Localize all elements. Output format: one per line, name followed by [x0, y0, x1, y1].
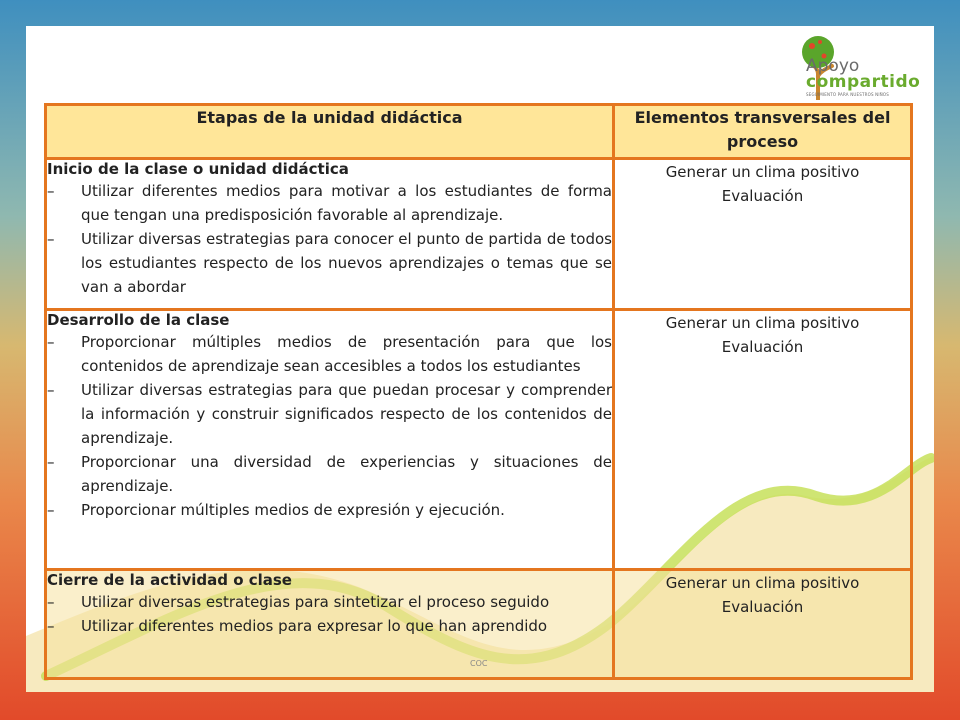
transversal-item: Evaluación: [721, 187, 804, 205]
list-item: – Proporcionar múltiples medios de presentación para que los contenidos de aprendizaje sean accesibles a todos los estudiantes: [47, 333, 612, 375]
transversal-item: Generar un clima positivo: [665, 163, 860, 181]
list-item: – Utilizar diferentes medios para motivar a los estudiantes de forma que tengan una predisposición favorable al aprendizaje.: [47, 182, 612, 224]
logo-text-compartido: compartido: [806, 72, 921, 92]
list-item: – Utilizar diversas estrategias para que puedan procesar y comprender la información y construir significados respecto de los contenidos de aprendizaje.: [47, 381, 612, 447]
slide: [26, 26, 934, 692]
didactic-unit-table: [44, 103, 913, 680]
transversal-cell: [614, 570, 912, 679]
list-item: – Utilizar diversas estrategias para sintetizar el proceso seguido: [47, 593, 550, 611]
list-item: – Utilizar diferentes medios para expresar lo que han aprendido: [47, 617, 548, 635]
logo-tagline: SEGUIMIENTO PARA NUESTROS NIÑOS: [806, 92, 890, 97]
stage-cell: [46, 310, 614, 570]
stage-cell: [46, 159, 614, 310]
table-header-row: [46, 105, 912, 159]
footer-code: COC: [470, 659, 488, 668]
logo-text-apoyo: Apoyo: [806, 56, 860, 76]
list-item: – Proporcionar una diversidad de experiencias y situaciones de aprendizaje.: [47, 453, 612, 495]
transversal-item: Evaluación: [721, 338, 804, 356]
stage-title: Desarrollo de la clase: [47, 311, 230, 329]
list-item: – Utilizar diversas estrategias para conocer el punto de partida de todos los estudiantes respecto de los nuevos aprendizajes o temas que se van a abordar: [47, 230, 612, 296]
table-row: [46, 310, 912, 570]
stage-title: Inicio de la clase o unidad didáctica: [47, 160, 349, 178]
transversal-item: Generar un clima positivo: [665, 314, 860, 332]
transversal-item: Evaluación: [721, 598, 804, 616]
transversal-cell: [614, 159, 912, 310]
table-row: [46, 159, 912, 310]
header-transversal: Elementos transversales del proceso: [614, 105, 912, 159]
stage-title: Cierre de la actividad o clase: [47, 571, 292, 589]
header-stages: Etapas de la unidad didáctica: [46, 105, 614, 159]
list-item: – Proporcionar múltiples medios de expresión y ejecución.: [47, 501, 505, 519]
transversal-cell: [614, 310, 912, 570]
transversal-item: Generar un clima positivo: [665, 574, 860, 592]
stage-cell: [46, 570, 614, 679]
